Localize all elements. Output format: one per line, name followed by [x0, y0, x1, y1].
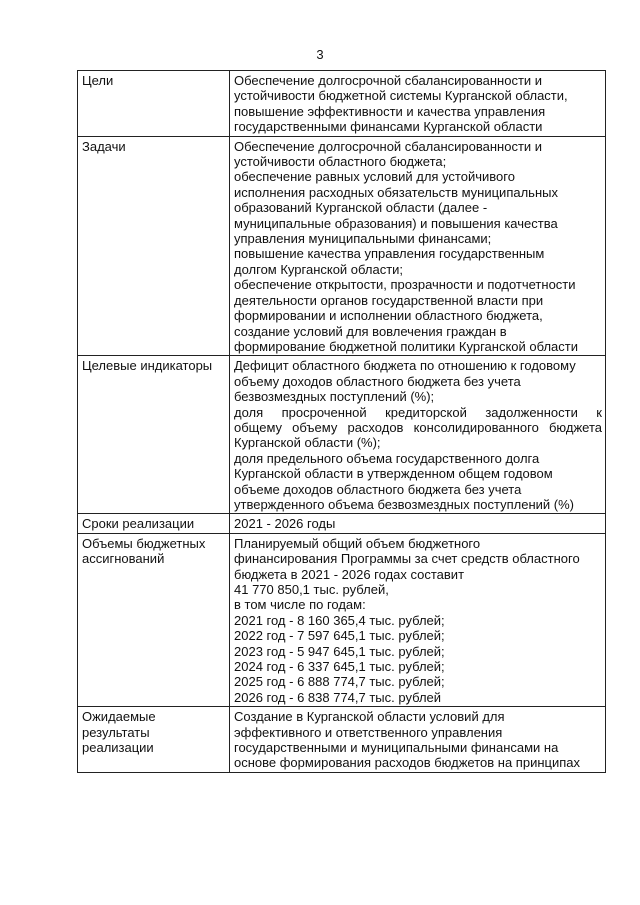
table-row-goals: [78, 71, 606, 137]
value-line: общему объему расходов консолидированного бюджета: [234, 419, 602, 435]
value-line: формирование бюджетной политики Курганской области: [234, 338, 579, 354]
value-line: устойчивости областного бюджета;: [234, 154, 447, 170]
label-line: результаты: [82, 724, 150, 740]
row-value-implementation-period: [230, 514, 606, 533]
value-line: государственными и муниципальными финансами на: [234, 740, 559, 756]
table-row-budget-allocations: [78, 533, 606, 706]
row-value-budget-allocations: [230, 533, 606, 706]
value-line: доля просроченной кредиторской задолженности к: [234, 404, 602, 420]
value-line: объеме доходов областного бюджета без учета: [234, 481, 522, 497]
value-line: деятельности органов государственной власти при: [234, 292, 544, 308]
value-line: муниципальные образования) и повышения качества: [234, 215, 558, 231]
value-line: 2024 год - 6 337 645,1 тыс. рублей;: [234, 659, 445, 675]
row-value-tasks: [230, 136, 606, 356]
value-line: образований Курганской области (далее -: [234, 200, 488, 216]
page-number: 3: [316, 47, 324, 62]
row-label-budget-allocations: [78, 533, 230, 706]
value-line: доля предельного объема государственного долга: [234, 450, 540, 466]
value-line: обеспечение равных условий для устойчивого: [234, 169, 515, 185]
value-line: 2021 год - 8 160 365,4 тыс. рублей;: [234, 612, 445, 628]
label-line: Объемы бюджетных: [82, 535, 206, 551]
value-line: основе формирования расходов бюджетов на принципах: [234, 755, 580, 771]
value-line: создание условий для вовлечения граждан в: [234, 323, 507, 339]
table-row-tasks: [78, 136, 606, 356]
value-line: 2025 год - 6 888 774,7 тыс. рублей;: [234, 674, 445, 690]
label-line: ассигнований: [82, 551, 165, 567]
value-line: Обеспечение долгосрочной сбалансированности и: [234, 138, 543, 154]
table-row-expected-results: [78, 707, 606, 773]
value-line: Планируемый общий объем бюджетного: [234, 535, 481, 551]
label-line: Цели: [82, 73, 114, 88]
label-line: Задачи: [82, 138, 126, 154]
value-line: обеспечение открытости, прозрачности и подотчетности: [234, 277, 576, 293]
value-line: утвержденного объема безвозмездных поступлений (%): [234, 496, 574, 512]
row-label-expected-results: [78, 707, 230, 773]
value-line: 2021 - 2026 годы: [234, 516, 336, 532]
value-line: 2022 год - 7 597 645,1 тыс. рублей;: [234, 628, 445, 644]
value-line: повышение эффективности и качества управления: [234, 103, 546, 119]
value-line: 2023 год - 5 947 645,1 тыс. рублей;: [234, 643, 445, 659]
row-value-target-indicators: [230, 356, 606, 514]
row-label-implementation-period: [78, 514, 230, 533]
table-row-target-indicators: [78, 356, 606, 514]
value-line: государственными финансами Курганской области: [234, 119, 543, 135]
value-line: Дефицит областного бюджета по отношению к годовому: [234, 358, 576, 374]
value-line: Создание в Курганской области условий для: [234, 709, 505, 725]
value-line: объему доходов областного бюджета без учета: [234, 373, 521, 389]
row-label-target-indicators: [78, 356, 230, 514]
value-line: долгом Курганской области;: [234, 261, 404, 277]
value-line: повышение качества управления государственным: [234, 246, 545, 262]
row-label-goals: [78, 71, 230, 137]
label-line: Ожидаемые: [82, 709, 156, 725]
value-line: 41 770 850,1 тыс. рублей,: [234, 582, 389, 597]
value-line: эффективного и ответственного управления: [234, 724, 503, 740]
value-line: бюджета в 2021 - 2026 годах составит: [234, 566, 465, 582]
value-line: Курганской области в утвержденном общем годовом: [234, 466, 553, 482]
value-line: устойчивости бюджетной системы Курганской области,: [234, 88, 568, 104]
label-line: Целевые индикаторы: [82, 358, 213, 374]
label-line: реализации: [82, 740, 154, 756]
table-row-implementation-period: [78, 514, 606, 533]
value-line: управления муниципальными финансами;: [234, 231, 492, 247]
value-line: в том числе по годам:: [234, 597, 366, 613]
program-passport-table: [77, 70, 606, 773]
value-line: 2026 год - 6 838 774,7 тыс. рублей: [234, 689, 442, 705]
value-line: Обеспечение долгосрочной сбалансированности и: [234, 73, 543, 88]
value-line: исполнения расходных обязательств муниципальных: [234, 184, 558, 200]
value-line: формировании и исполнении областного бюджета,: [234, 308, 543, 324]
value-line: финансирования Программы за счет средств областного: [234, 551, 580, 567]
label-line: Сроки реализации: [82, 516, 195, 532]
row-value-goals: [230, 71, 606, 137]
value-line: Курганской области (%);: [234, 435, 381, 451]
value-line: безвозмездных поступлений (%);: [234, 389, 435, 405]
row-value-expected-results: [230, 707, 606, 773]
row-label-tasks: [78, 136, 230, 356]
